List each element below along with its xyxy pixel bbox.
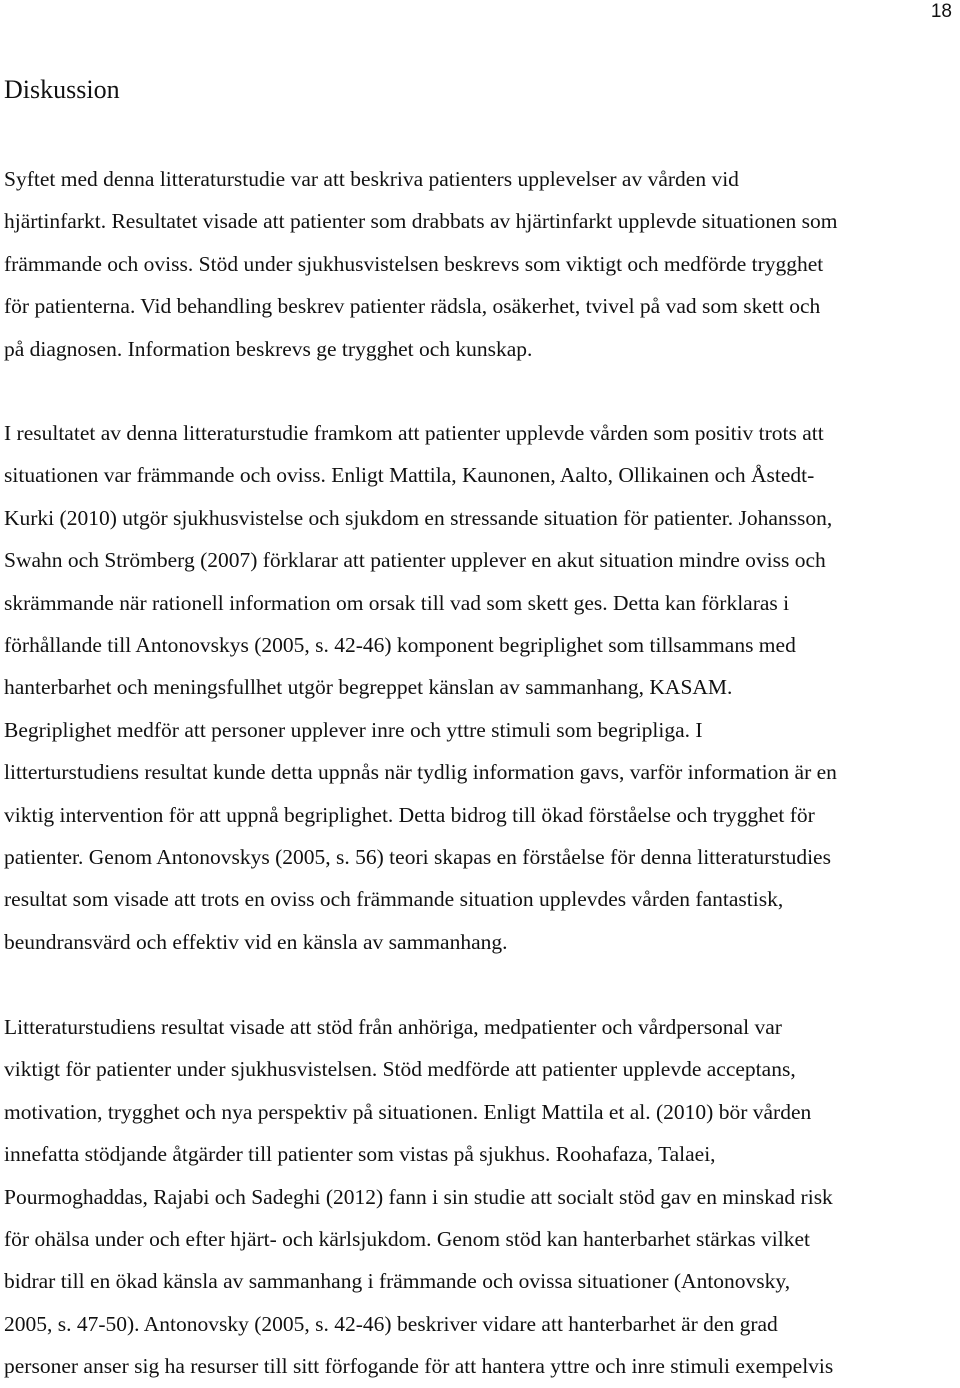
text-line: personer anser sig ha resurser till sitt förfogande för att hantera yttre och inre stimuli exempelvis — [4, 1354, 834, 1379]
text-line: viktigt för patienter under sjukhusvistelsen. Stöd medförde att patienter upplevde acceptans, — [4, 1057, 796, 1082]
text-line: Pourmoghaddas, Rajabi och Sadeghi (2012) fann i sin studie att socialt stöd gav en minskad risk — [4, 1184, 833, 1209]
text-line: motivation, trygghet och nya perspektiv på situationen. Enligt Mattila et al. (2010) bör vården — [4, 1099, 812, 1124]
text-line: hjärtinfarkt. Resultatet visade att patienter som drabbats av hjärtinfarkt upplevde situationen som — [4, 209, 838, 234]
text-line: hanterbarhet och meningsfullhet utgör begreppet känslan av sammanhang, KASAM. — [4, 675, 733, 700]
text-line: Swahn och Strömberg (2007) förklarar att patienter upplever en akut situation mindre oviss och — [4, 548, 826, 573]
text-line: beundransvärd och effektiv vid en känsla av sammanhang. — [4, 929, 508, 954]
text-line: för patienterna. Vid behandling beskrev patienter rädsla, osäkerhet, tvivel på vad som skett och — [4, 294, 821, 319]
text-line: för ohälsa under och efter hjärt- och kärlsjukdom. Genom stöd kan hanterbarhet stärkas vilket — [4, 1226, 810, 1251]
text-line: bidrar till en ökad känsla av sammanhang i främmande och ovissa situationer (Antonovsky, — [4, 1269, 791, 1294]
text-line: patienter. Genom Antonovskys (2005, s. 56) teori skapas en förståelse för denna litteraturstudies — [4, 844, 831, 869]
paragraph-3 — [4, 1006, 960, 1388]
text-line: Litteraturstudiens resultat visade att stöd från anhöriga, medpatienter och vårdpersonal var — [4, 1015, 782, 1039]
paragraph-2 — [4, 412, 960, 963]
text-line: resultat som visade att trots en oviss och främmande situation upplevdes vården fantastisk, — [4, 887, 784, 912]
page-number: 18 — [930, 1, 952, 22]
text-line: på diagnosen. Information beskrevs ge trygghet och kunskap. — [4, 336, 533, 361]
text-line: situationen var främmande och oviss. Enligt Mattila, Kaunonen, Aalto, Ollikainen och Åstedt- — [4, 463, 815, 488]
section-heading: Diskussion — [4, 75, 120, 104]
text-line: 2005, s. 47-50). Antonovsky (2005, s. 42-46) beskriver vidare att hanterbarhet är den grad — [4, 1311, 778, 1336]
text-line: främmande och oviss. Stöd under sjukhusvistelsen beskrevs som viktigt och medförde trygghet — [4, 251, 824, 276]
text-line: Begriplighet medför att personer upplever inre och yttre stimuli som begripliga. I — [4, 717, 703, 742]
text-line: skrämmande när rationell information om orsak till vad som skett ges. Detta kan förklaras i — [4, 590, 790, 615]
text-line: Kurki (2010) utgör sjukhusvistelse och sjukdom en stressande situation för patienter. Johansson, — [4, 505, 833, 530]
text-line: innefatta stödjande åtgärder till patienter som vistas på sjukhus. Roohafaza, Talaei, — [4, 1142, 716, 1167]
text-line: viktig intervention för att uppnå begriplighet. Detta bidrog till ökad förståelse och trygghet för — [4, 802, 815, 827]
paragraph-1 — [4, 158, 960, 370]
text-line: förhållande till Antonovskys (2005, s. 42-46) komponent begriplighet som tillsammans med — [4, 632, 796, 657]
text-line: I resultatet av denna litteraturstudie framkom att patienter upplevde vården som positiv trots att — [4, 421, 824, 445]
text-line: Syftet med denna litteraturstudie var att beskriva patienters upplevelser av vården vid — [4, 167, 739, 191]
text-line: litterturstudiens resultat kunde detta uppnås när tydlig information gavs, varför information är en — [4, 760, 837, 785]
